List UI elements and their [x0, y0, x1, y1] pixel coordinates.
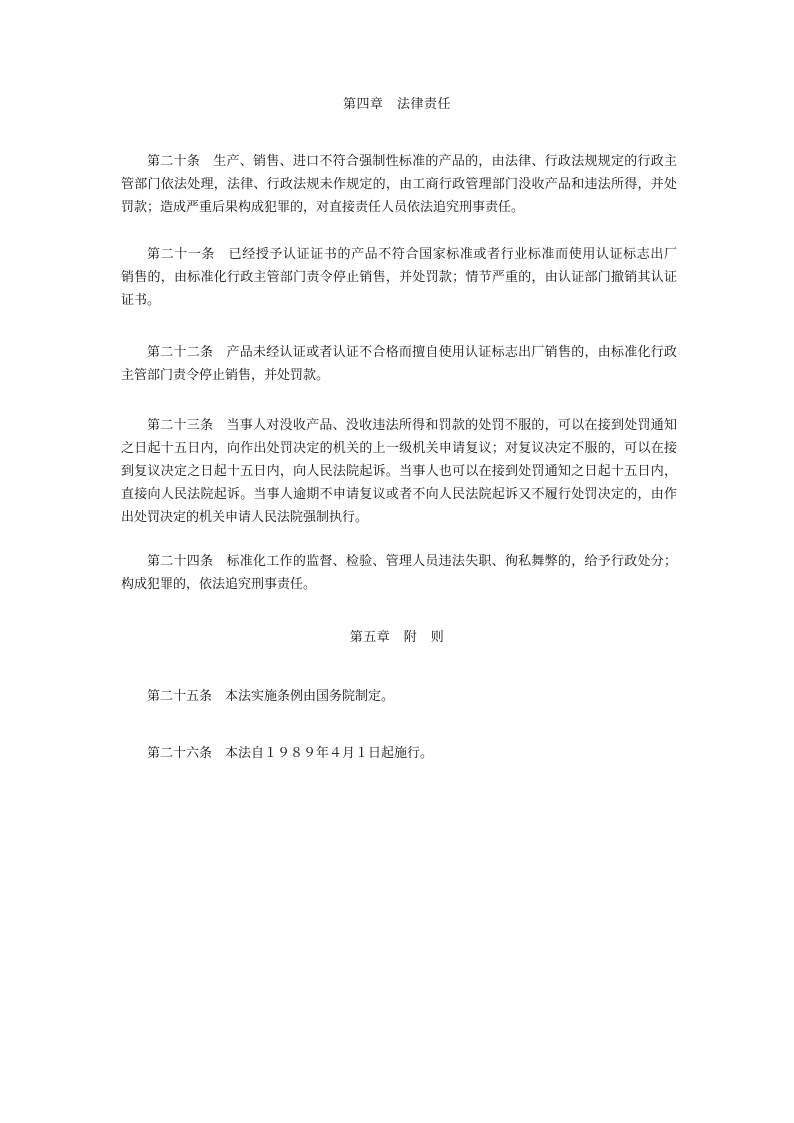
article-20	[121, 150, 677, 219]
article-23-line-4: 直接向人民法院起诉。当事人逾期不申请复议或者不向人民法院起诉又不履行处罚决定的，由作	[121, 487, 677, 502]
article-26-line-1: 第二十六条 本法自１９８９年４月１日起施行。	[147, 746, 434, 761]
article-23-line-3: 到复议决定之日起十五日内，向人民法院起诉。当事人也可以在接到处罚通知之日起十五日内，	[121, 464, 677, 479]
article-24-line-1: 第二十四条 标准化工作的监督、检验、管理人员违法失职、徇私舞弊的，给予行政处分；	[147, 554, 677, 569]
article-22	[121, 341, 677, 387]
article-20-line-3: 罚款；造成严重后果构成犯罪的，对直接责任人员依法追究刑事责任。	[121, 200, 525, 215]
article-25	[121, 685, 677, 708]
article-21-line-1: 第二十一条 已经授予认证证书的产品不符合国家标准或者行业标准而使用认证标志出厂	[147, 247, 677, 262]
chapter-5-heading: 第五章 附 则	[349, 630, 445, 645]
article-21-line-2: 销售的，由标准化行政主管部门责令停止销售，并处罚款；情节严重的，由认证部门撤销其认证	[121, 270, 677, 285]
article-23	[121, 414, 677, 529]
article-23-line-5: 出处罚决定的机关申请人民法院强制执行。	[121, 510, 369, 525]
article-24	[121, 550, 677, 596]
article-23-line-1: 第二十三条 当事人对没收产品、没收违法所得和罚款的处罚不服的，可以在接到处罚通知	[147, 418, 677, 433]
article-26	[121, 742, 677, 765]
chapter-4-heading: 第四章 法律责任	[342, 97, 451, 112]
article-20-line-1: 第二十条 生产、销售、进口不符合强制性标准的产品的，由法律、行政法规规定的行政主	[147, 154, 677, 169]
article-25-line-1: 第二十五条 本法实施条例由国务院制定。	[147, 689, 395, 704]
article-20-line-2: 管部门依法处理，法律、行政法规未作规定的，由工商行政管理部门没收产品和违法所得，并处	[121, 177, 677, 192]
article-21-line-3: 证书。	[121, 293, 161, 308]
article-23-line-2: 之日起十五日内，向作出处罚决定的机关的上一级机关申请复议；对复议决定不服的，可以在接	[121, 441, 677, 456]
article-24-line-2: 构成犯罪的，依法追究刑事责任。	[121, 577, 317, 592]
article-22-line-2: 主管部门责令停止销售，并处罚款。	[121, 368, 330, 383]
article-21	[121, 243, 677, 312]
article-22-line-1: 第二十二条 产品未经认证或者认证不合格而擅自使用认证标志出厂销售的，由标准化行政	[147, 345, 677, 360]
